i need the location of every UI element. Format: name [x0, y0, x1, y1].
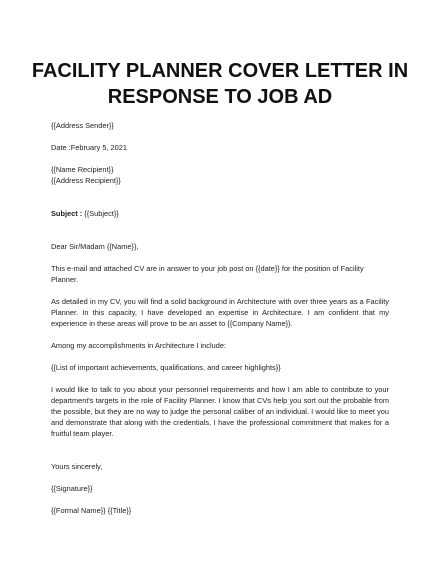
- paragraph-closing: I would like to talk to you about your personnel requirements and how I am able to contribute to your department's targets in the role of Facility Planner. I know that CVs help you sort out the probable from the possible, but they are no way to judge the personal caliber of an individual. I would like to meet you and demonstrate that along with the credentials, I have the professional commitment that makes for a fruitful team player.: [51, 385, 389, 438]
- signature: {{Signature}}: [51, 484, 93, 493]
- paragraph-achievements: {{List of important achievements, qualifications, and career highlights}}: [51, 363, 281, 372]
- title-line-2: RESPONSE TO JOB AD: [107, 86, 333, 108]
- sender-address: {{Address Sender}}: [51, 121, 114, 130]
- subject-line: [51, 208, 389, 219]
- subject-label: Subject :: [51, 209, 83, 218]
- recipient-address: {{Address Recipient}}: [51, 176, 121, 185]
- title-line-1: FACILITY PLANNER COVER LETTER IN: [31, 60, 409, 82]
- page-title: [0, 58, 440, 110]
- paragraph-background: As detailed in my CV, you will find a solid background in Architecture with over three years as a Facility Planner. In this capacity, I have developed an expertise in Architecture. I am confident that my experience in these areas will prove to be an asset to {{Company Name}}.: [51, 297, 389, 328]
- date-line: Date :February 5, 2021: [51, 143, 128, 152]
- subject-value: {{Subject}}: [82, 209, 119, 218]
- formal-name: {{Formal Name}} {{Title}}: [51, 506, 132, 515]
- letter-body: [51, 120, 389, 516]
- closing-line: Yours sincerely,: [51, 462, 103, 471]
- paragraph-intro: This e-mail and attached CV are in answer to your job post on {{date}} for the position of Facility Planner.: [51, 264, 364, 284]
- salutation: Dear Sir/Madam {{Name}},: [51, 242, 139, 251]
- recipient-name: {{Name Recipient}}: [51, 165, 114, 174]
- paragraph-accomplishments: Among my accomplishments in Architecture I include:: [51, 341, 226, 350]
